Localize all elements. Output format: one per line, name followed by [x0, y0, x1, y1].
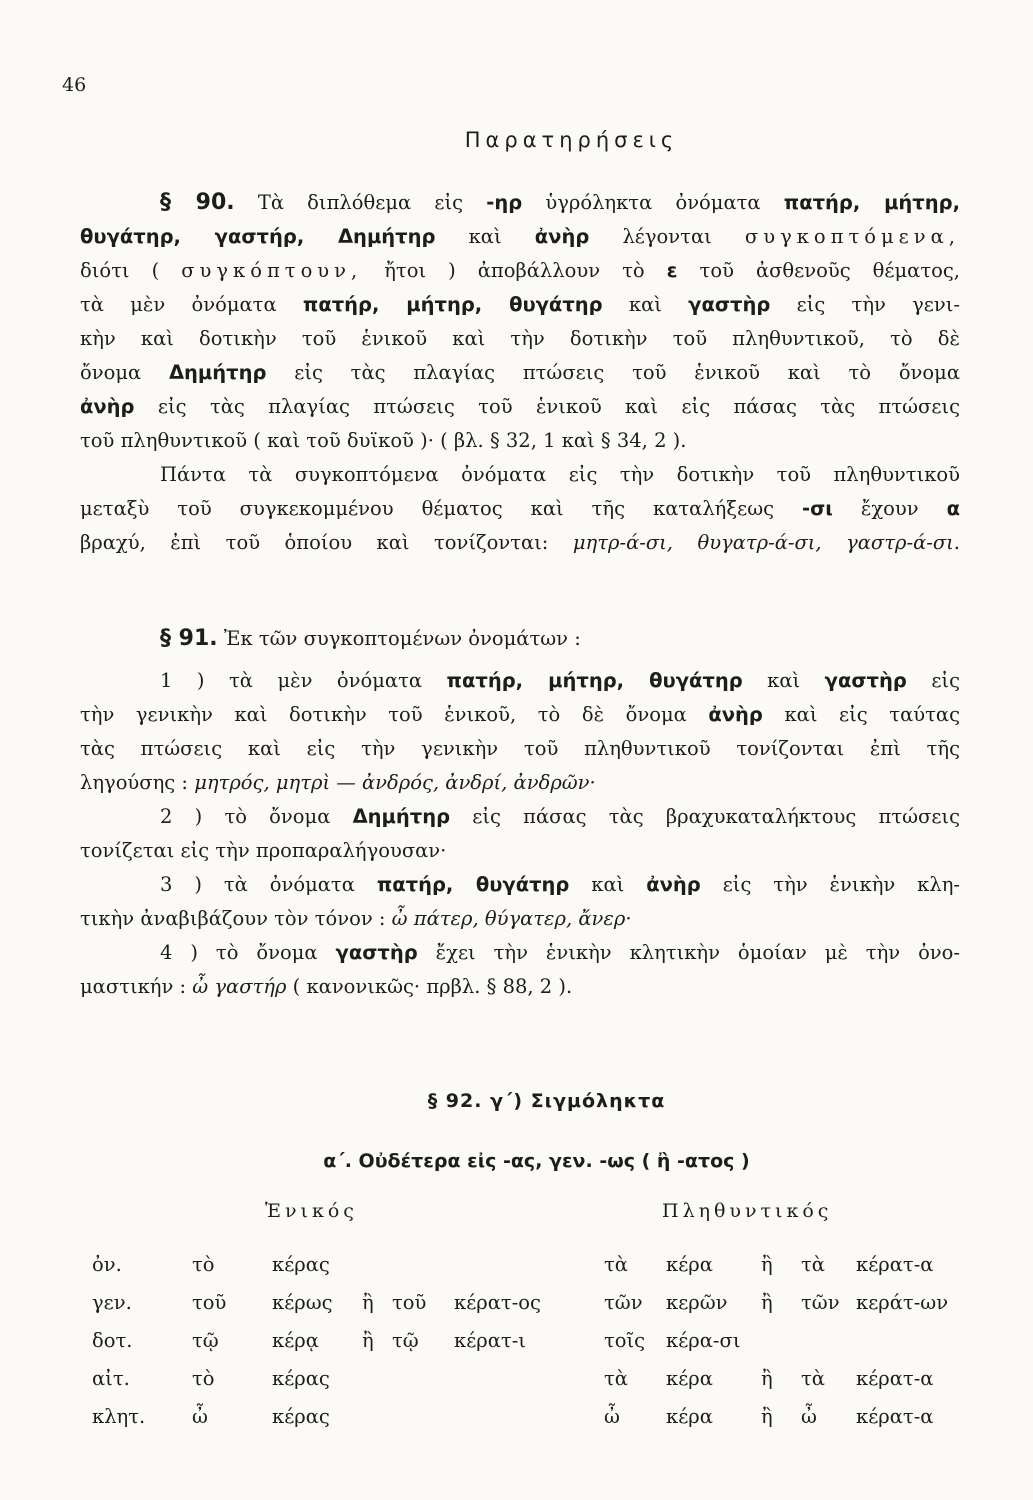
line — [80, 800, 960, 834]
line — [80, 622, 960, 656]
line — [80, 664, 960, 698]
text: εἰς πάσας τὰς βραχυκαταλήκτους πτώσεις — [450, 805, 960, 828]
bold-term: Δημήτηρ — [168, 361, 267, 384]
form: κέρας — [272, 1253, 330, 1276]
article — [392, 1367, 454, 1405]
article: ὦ — [604, 1405, 620, 1428]
text: 4 ) τὸ ὄνομα — [160, 941, 336, 964]
article: ὦ — [192, 1405, 208, 1428]
form — [454, 1253, 604, 1291]
article: τὰ — [801, 1253, 825, 1276]
form: κέρας — [272, 1405, 330, 1428]
section-91 — [80, 622, 960, 1004]
form: κέρατ-ι — [454, 1329, 526, 1352]
line — [80, 288, 960, 322]
text: μαστικήν : — [80, 975, 193, 998]
form: κέρως — [272, 1291, 333, 1314]
form — [856, 1329, 976, 1367]
text: ληγούσης : — [80, 771, 195, 794]
text: καὶ — [569, 873, 647, 896]
form: κέρατ-ος — [454, 1291, 541, 1314]
form: κερῶν — [666, 1291, 728, 1314]
line — [80, 220, 960, 254]
form: κέρας — [272, 1367, 330, 1390]
singular-heading: Ἑνικός — [265, 1200, 358, 1222]
article — [801, 1329, 856, 1367]
bold-term: α — [946, 497, 960, 520]
text: λέγονται — [589, 225, 745, 248]
form: κέρᾳ — [272, 1329, 319, 1352]
form: κεράτ-ων — [856, 1291, 949, 1314]
bold-term: γαστὴρ — [335, 941, 418, 964]
section-number: § 91. — [160, 626, 218, 651]
article: τοῖς — [604, 1329, 646, 1352]
article: τῶν — [801, 1291, 840, 1314]
or-word — [761, 1329, 801, 1367]
line: Πάντα τὰ συγκοπτόμενα ὀνόματα εἰς τὴν δοτικὴν τοῦ πληθυντικοῦ — [160, 463, 960, 486]
line — [80, 698, 960, 732]
or-word — [362, 1367, 392, 1405]
text: καὶ — [602, 293, 689, 316]
bold-term: γαστὴρ — [688, 293, 771, 316]
bold-term: ε — [666, 259, 678, 282]
text: εἰς τὴν γενι- — [770, 293, 960, 316]
italic-example: μητρ-ά-σι, θυγατρ-ά-σι, γαστρ-ά-σι. — [572, 531, 960, 554]
line — [80, 390, 960, 424]
or-word: ἢ — [761, 1405, 773, 1428]
bold-term: θυγάτηρ, γαστήρ, Δημήτηρ — [80, 225, 436, 248]
bold-term: πατήρ, μήτηρ, — [783, 191, 960, 214]
section-number: § 90. — [160, 190, 235, 215]
article: τὰ — [801, 1367, 825, 1390]
or-word: ἢ — [761, 1291, 773, 1314]
bold-term: πατήρ, μήτηρ, θυγάτηρ — [302, 293, 603, 316]
line — [80, 186, 960, 220]
text: τικὴν ἀναβιβάζουν τὸν τόνον : — [80, 907, 392, 930]
table-row — [92, 1253, 976, 1291]
line — [80, 492, 960, 526]
text: 3 ) τὰ ὀνόματα — [160, 873, 377, 896]
text: τὴν γενικὴν καὶ δοτικὴν τοῦ ἑνικοῦ, τὸ δὲ ὄνομα — [80, 703, 709, 726]
text: ὄνομα — [80, 361, 169, 384]
table-row — [92, 1291, 976, 1329]
text: εἰς — [906, 669, 960, 692]
table-row — [92, 1367, 976, 1405]
form: κέρα — [666, 1253, 713, 1276]
article: τοῦ — [392, 1291, 427, 1314]
line: τοῦ πληθυντικοῦ ( καὶ τοῦ δυϊκοῦ )· ( βλ. § 32, 1 καὶ § 34, 2 ). — [80, 429, 687, 452]
bold-term: γαστὴρ — [824, 669, 907, 692]
bold-term: Δημήτηρ — [352, 805, 451, 828]
text: μεταξὺ τοῦ συγκεκομμένου θέματος καὶ τῆς καταλήξεως — [80, 497, 803, 520]
page-number: 46 — [62, 74, 87, 96]
article: τῶν — [604, 1291, 643, 1314]
or-word: ἢ — [761, 1367, 773, 1390]
article: τὸ — [192, 1253, 215, 1276]
article: τοῦ — [192, 1291, 227, 1314]
spaced-term: συγκόπτουν, — [181, 259, 363, 282]
line — [80, 356, 960, 390]
spaced-term: συγκοπτόμενα, — [744, 225, 960, 248]
or-word — [362, 1253, 392, 1291]
text: Ἐκ τῶν συγκοπτομένων ὀνομάτων : — [217, 627, 581, 650]
form: κέρα — [666, 1367, 713, 1390]
text: ἔχουν — [832, 497, 947, 520]
article: τῷ — [192, 1329, 219, 1352]
text: τοῦ ἀσθενοῦς θέματος, — [677, 259, 960, 282]
line — [80, 526, 960, 560]
line — [80, 936, 960, 970]
line — [80, 970, 960, 1004]
subsection-heading: α΄. Οὐδέτερα εἰς -ας, γεν. -ως ( ἢ -ατος ) — [323, 1150, 750, 1172]
bold-term: πατήρ, μήτηρ, θυγάτηρ — [446, 669, 743, 692]
table-row — [92, 1329, 976, 1367]
article — [392, 1253, 454, 1291]
article: τὰ — [604, 1367, 628, 1390]
line — [80, 766, 960, 800]
form — [454, 1367, 604, 1405]
page-title: Παρατηρήσεις — [464, 128, 679, 152]
form: κέρα-σι — [666, 1329, 741, 1352]
form: κέρατ-α — [856, 1405, 934, 1428]
text: 1 ) τὰ μὲν ὀνόματα — [160, 669, 447, 692]
text: εἰς τὰς πλαγίας πτώσεις τοῦ ἑνικοῦ καὶ εἰς πάσας τὰς πτώσεις — [134, 395, 960, 418]
case-label: γεν. — [92, 1291, 132, 1314]
text: καὶ — [435, 225, 535, 248]
bold-term: ἀνὴρ — [80, 395, 135, 418]
line — [80, 254, 960, 288]
case-label: δοτ. — [92, 1329, 133, 1352]
case-label: αἰτ. — [92, 1367, 130, 1390]
text: εἰς τὰς πλαγίας πτώσεις τοῦ ἑνικοῦ καὶ τὸ ὄνομα — [266, 361, 960, 384]
case-label: ὀν. — [92, 1253, 122, 1276]
article: τὰ — [604, 1253, 628, 1276]
case-label: κλητ. — [92, 1405, 146, 1428]
text: ἤτοι ) ἀποβάλλουν τὸ — [362, 259, 667, 282]
text: εἰς τὴν ἑνικὴν κλη- — [700, 873, 960, 896]
line: τονίζεται εἰς τὴν προπαραλήγουσαν· — [80, 839, 447, 862]
table-row — [92, 1405, 976, 1443]
article: ὦ — [801, 1405, 817, 1428]
bold-term: -ηρ — [486, 191, 523, 214]
form: κέρατ-α — [856, 1367, 934, 1390]
form — [454, 1405, 604, 1443]
line: κὴν καὶ δοτικὴν τοῦ ἑνικοῦ καὶ τὴν δοτικὴν τοῦ πληθυντικοῦ, τὸ δὲ — [80, 327, 960, 350]
bold-term: -σι — [802, 497, 833, 520]
article: τὸ — [192, 1367, 215, 1390]
text: ( κανονικῶς· πρβλ. § 88, 2 ). — [286, 975, 573, 998]
section-92-heading: § 92. γ΄) Σιγμόληκτα — [427, 1090, 666, 1112]
plural-heading: Πληθυντικός — [662, 1200, 833, 1222]
declension-table — [92, 1253, 976, 1443]
text: βραχύ, ἐπὶ τοῦ ὁποίου καὶ τονίζονται: — [80, 531, 573, 554]
text: Τὰ διπλόθεμα εἰς — [234, 191, 487, 214]
section-90 — [80, 186, 960, 560]
form: κέρατ-α — [856, 1253, 934, 1276]
bold-term: ἀνὴρ — [708, 703, 763, 726]
line — [80, 902, 960, 936]
article — [392, 1405, 454, 1443]
italic-example: ὦ γαστήρ — [192, 975, 287, 998]
or-word: ἢ — [362, 1291, 374, 1314]
article: τῷ — [392, 1329, 419, 1352]
line — [80, 868, 960, 902]
italic-example: ὦ πάτερ, θύγατερ, ἄνερ· — [391, 907, 632, 930]
italic-example: μητρός, μητρὶ — ἀνδρός, ἀνδρί, ἀνδρῶν· — [194, 771, 596, 794]
text: ἔχει τὴν ἑνικὴν κλητικὴν ὁμοίαν μὲ τὴν ὀνο- — [417, 941, 960, 964]
form: κέρα — [666, 1405, 713, 1428]
or-word: ἢ — [362, 1329, 374, 1352]
text: 2 ) τὸ ὄνομα — [160, 805, 353, 828]
text: καὶ — [742, 669, 825, 692]
text: καὶ εἰς ταύτας — [762, 703, 960, 726]
bold-term: πατήρ, θυγάτηρ — [376, 873, 570, 896]
bold-term: ἀνὴρ — [646, 873, 701, 896]
text: ὑγρόληκτα ὀνόματα — [522, 191, 784, 214]
text: διότι ( — [80, 259, 182, 282]
or-word: ἢ — [761, 1253, 773, 1276]
bold-term: ἀνὴρ — [534, 225, 590, 248]
or-word — [362, 1405, 392, 1443]
line: τὰς πτώσεις καὶ εἰς τὴν γενικὴν τοῦ πληθυντικοῦ τονίζονται ἐπὶ τῆς — [80, 737, 960, 760]
text: τὰ μὲν ὀνόματα — [80, 293, 303, 316]
